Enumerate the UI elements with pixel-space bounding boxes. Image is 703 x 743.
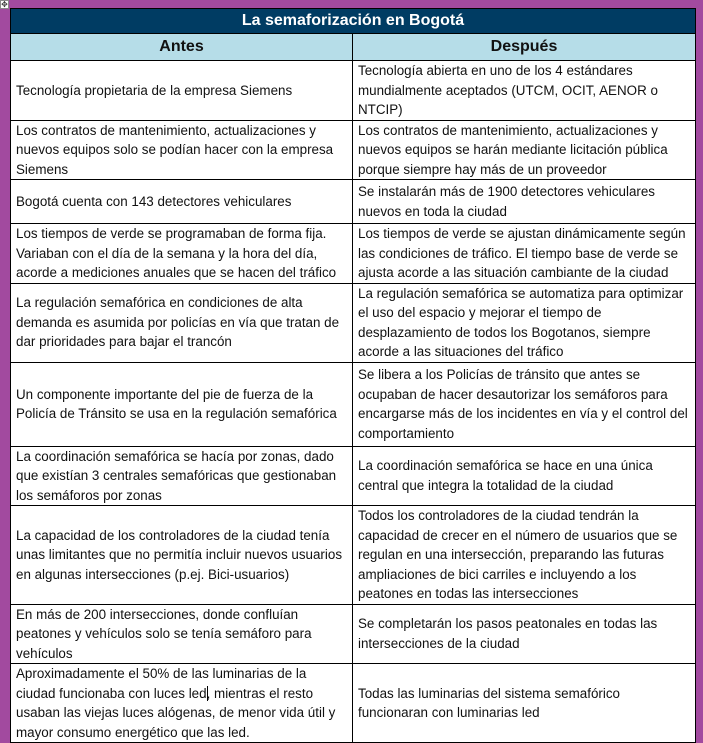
- table-row: [11, 664, 696, 743]
- cell-after[interactable]: La coordinación semafórica se hace en una única central que integra la totalidad de la ciudad: [353, 446, 696, 506]
- cell-after[interactable]: Se instalarán más de 1900 detectores vehiculares nuevos en toda la ciudad: [353, 180, 696, 224]
- table-row: [11, 120, 696, 180]
- cell-after[interactable]: Los contratos de mantenimiento, actualizaciones y nuevos equipos se harán mediante licitación pública porque siempre hay más de un proveedor: [353, 120, 696, 180]
- table-row: [11, 180, 696, 224]
- cell-before[interactable]: Tecnología propietaria de la empresa Siemens: [11, 61, 353, 121]
- table-row: [11, 446, 696, 506]
- cell-after[interactable]: La regulación semafórica se automatiza para optimizar el uso del espacio y mejorar el tiempo de desplazamiento de todos los Bogotanos, siempre acorde a las situaciones del tráfico: [353, 283, 696, 362]
- cell-text-part: Aproximadamente el 50% de las luminarias de la ciudad funcionaba con luces led: [16, 666, 307, 701]
- cell-after[interactable]: Todas las luminarias del sistema semafórico funcionaran con luminarias led: [353, 664, 696, 743]
- cell-after[interactable]: Todos los controladores de la ciudad tendrán la capacidad de crecer en el número de usuarios que se regulan en una intersección, preparando las futuras ampliaciones de bici carriles e incluyendo a los peatones en todas las intersecciones: [353, 506, 696, 605]
- cell-after[interactable]: Tecnología abierta en uno de los 4 estándares mundialmente aceptados (UTCM, OCIT, AENOR o NTCIP): [353, 61, 696, 121]
- cell-before[interactable]: Bogotá cuenta con 143 detectores vehiculares: [11, 180, 353, 224]
- cell-before[interactable]: En más de 200 intersecciones, donde confluían peatones y vehículos solo se tenía semáforo para vehículos: [11, 604, 353, 664]
- comparison-table: [10, 8, 696, 743]
- cell-before[interactable]: La regulación semafórica en condiciones de alta demanda es asumida por policías en vía que tratan de dar prioridades para bajar el trancón: [11, 283, 353, 362]
- table-row: [11, 362, 696, 446]
- column-header-after: Después: [353, 34, 696, 61]
- table-row: [11, 61, 696, 121]
- table-title: La semaforización en Bogotá: [11, 9, 696, 34]
- cell-before[interactable]: Los contratos de mantenimiento, actualizaciones y nuevos equipos solo se podían hacer con la empresa Siemens: [11, 120, 353, 180]
- cell-before[interactable]: La capacidad de los controladores de la ciudad tenía unas limitantes que no permitía incluir nuevos usuarios en algunas intersecciones (p.ej. Bici-usuarios): [11, 506, 353, 605]
- title-row: [11, 9, 696, 34]
- column-header-before: Antes: [11, 34, 353, 61]
- header-row: [11, 34, 696, 61]
- table-row: [11, 604, 696, 664]
- cell-text-part: , mientras el resto usaban las viejas luces alógenas, de menor vida útil y mayor consumo energético que las led.: [16, 685, 336, 740]
- cell-after[interactable]: Se libera a los Policías de tránsito que antes se ocupaban de hacer desautorizar los semáforos para encargarse más de los incidentes en vía y el control del comportamiento: [353, 362, 696, 446]
- cell-before[interactable]: La coordinación semafórica se hacía por zonas, dado que existían 3 centrales semafóricas que gestionaban los semáforos por zonas: [11, 446, 353, 506]
- table-row: [11, 283, 696, 362]
- cell-after[interactable]: Los tiempos de verde se ajustan dinámicamente según las condiciones de tráfico. El tiempo base de verde se ajusta acorde a las situación cambiante de la ciudad: [353, 224, 696, 284]
- cell-after[interactable]: Se completarán los pasos peatonales en todas las intersecciones de la ciudad: [353, 604, 696, 664]
- cell-before[interactable]: [11, 664, 353, 743]
- table-move-handle-icon[interactable]: ✥: [1, 0, 8, 9]
- cell-before[interactable]: Un componente importante del pie de fuerza de la Policía de Tránsito se usa en la regulación semafórica: [11, 362, 353, 446]
- table-row: [11, 224, 696, 284]
- cell-before[interactable]: Los tiempos de verde se programaban de forma fija. Variaban con el día de la semana y la hora del día, acorde a mediciones anuales que se hacen del tráfico: [11, 224, 353, 284]
- table-row: [11, 506, 696, 605]
